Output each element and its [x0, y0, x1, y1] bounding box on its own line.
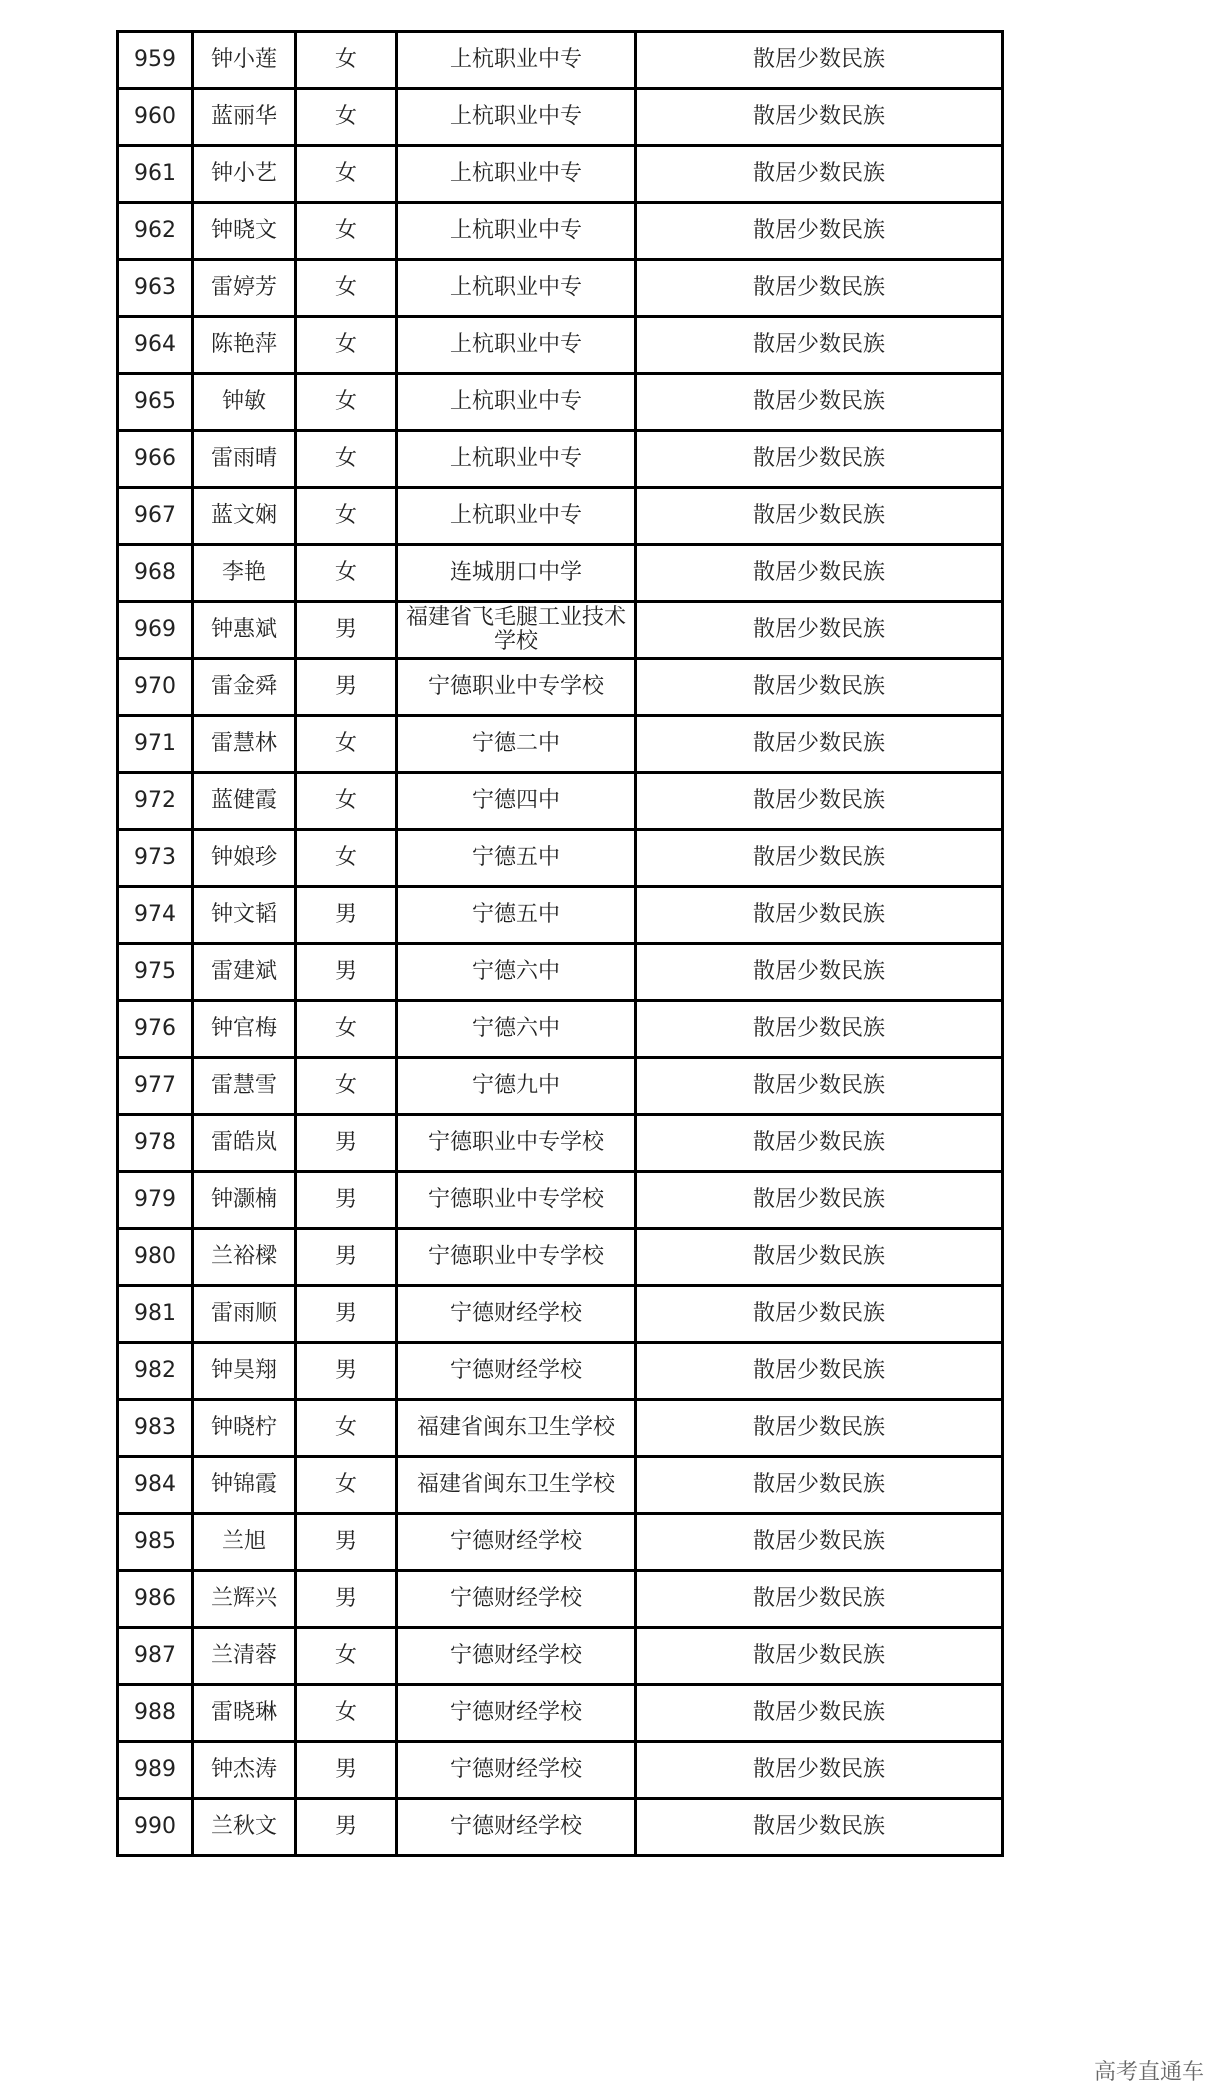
- cell-gender: 女: [296, 260, 397, 317]
- cell-name: 兰裕樑: [193, 1229, 296, 1286]
- cell-name: 雷婷芳: [193, 260, 296, 317]
- cell-category: 散居少数民族: [636, 89, 1003, 146]
- cell-school: 宁德财经学校: [397, 1685, 636, 1742]
- cell-school: 宁德六中: [397, 944, 636, 1001]
- cell-category: 散居少数民族: [636, 1514, 1003, 1571]
- cell-number: 988: [118, 1685, 193, 1742]
- cell-gender: 男: [296, 1514, 397, 1571]
- cell-name: 钟文韬: [193, 887, 296, 944]
- cell-category: 散居少数民族: [636, 1286, 1003, 1343]
- cell-category: 散居少数民族: [636, 317, 1003, 374]
- cell-name: 雷建斌: [193, 944, 296, 1001]
- cell-gender: 男: [296, 1343, 397, 1400]
- table-row: [118, 1343, 1003, 1400]
- table-row: [118, 1229, 1003, 1286]
- cell-name: 钟昊翔: [193, 1343, 296, 1400]
- cell-gender: 男: [296, 944, 397, 1001]
- cell-gender: 女: [296, 203, 397, 260]
- cell-number: 970: [118, 659, 193, 716]
- cell-name: 钟惠斌: [193, 602, 296, 659]
- cell-number: 990: [118, 1799, 193, 1856]
- cell-name: 钟锦霞: [193, 1457, 296, 1514]
- cell-gender: 女: [296, 146, 397, 203]
- cell-number: 985: [118, 1514, 193, 1571]
- cell-category: 散居少数民族: [636, 1400, 1003, 1457]
- table-row: [118, 431, 1003, 488]
- table-row: [118, 260, 1003, 317]
- cell-number: 962: [118, 203, 193, 260]
- cell-category: 散居少数民族: [636, 545, 1003, 602]
- cell-category: 散居少数民族: [636, 1058, 1003, 1115]
- cell-number: 987: [118, 1628, 193, 1685]
- table-row: [118, 830, 1003, 887]
- cell-school: 上杭职业中专: [397, 32, 636, 89]
- cell-gender: 男: [296, 887, 397, 944]
- cell-number: 964: [118, 317, 193, 374]
- cell-name: 兰秋文: [193, 1799, 296, 1856]
- cell-gender: 女: [296, 431, 397, 488]
- cell-number: 977: [118, 1058, 193, 1115]
- cell-school: 上杭职业中专: [397, 89, 636, 146]
- cell-school: 宁德六中: [397, 1001, 636, 1058]
- cell-gender: 女: [296, 1457, 397, 1514]
- cell-gender: 女: [296, 1400, 397, 1457]
- cell-category: 散居少数民族: [636, 659, 1003, 716]
- cell-number: 965: [118, 374, 193, 431]
- table-row: [118, 1571, 1003, 1628]
- cell-school: 宁德财经学校: [397, 1742, 636, 1799]
- cell-gender: 女: [296, 1001, 397, 1058]
- watermark-text: 高考直通车: [1093, 2060, 1204, 2085]
- cell-school: 宁德二中: [397, 716, 636, 773]
- cell-school: 宁德财经学校: [397, 1571, 636, 1628]
- roster-table-body: [118, 32, 1003, 1856]
- cell-category: 散居少数民族: [636, 944, 1003, 1001]
- cell-name: 雷雨晴: [193, 431, 296, 488]
- cell-name: 钟杰涛: [193, 1742, 296, 1799]
- cell-number: 973: [118, 830, 193, 887]
- cell-category: 散居少数民族: [636, 431, 1003, 488]
- cell-name: 兰辉兴: [193, 1571, 296, 1628]
- cell-school: 上杭职业中专: [397, 146, 636, 203]
- cell-number: 989: [118, 1742, 193, 1799]
- table-row: [118, 1628, 1003, 1685]
- cell-name: 李艳: [193, 545, 296, 602]
- cell-gender: 男: [296, 1229, 397, 1286]
- cell-name: 雷皓岚: [193, 1115, 296, 1172]
- cell-number: 963: [118, 260, 193, 317]
- table-row: [118, 146, 1003, 203]
- cell-gender: 男: [296, 1799, 397, 1856]
- cell-category: 散居少数民族: [636, 1115, 1003, 1172]
- cell-category: 散居少数民族: [636, 374, 1003, 431]
- cell-category: 散居少数民族: [636, 716, 1003, 773]
- cell-number: 979: [118, 1172, 193, 1229]
- cell-category: 散居少数民族: [636, 203, 1003, 260]
- table-row: [118, 1514, 1003, 1571]
- cell-gender: 女: [296, 1685, 397, 1742]
- cell-school: 宁德财经学校: [397, 1799, 636, 1856]
- cell-number: 966: [118, 431, 193, 488]
- cell-category: 散居少数民族: [636, 260, 1003, 317]
- cell-name: 蓝丽华: [193, 89, 296, 146]
- cell-school: 宁德职业中专学校: [397, 1172, 636, 1229]
- cell-number: 983: [118, 1400, 193, 1457]
- cell-number: 961: [118, 146, 193, 203]
- cell-name: 雷雨顺: [193, 1286, 296, 1343]
- cell-number: 967: [118, 488, 193, 545]
- cell-gender: 男: [296, 602, 397, 659]
- cell-category: 散居少数民族: [636, 1628, 1003, 1685]
- table-row: [118, 773, 1003, 830]
- cell-gender: 女: [296, 374, 397, 431]
- cell-number: 972: [118, 773, 193, 830]
- table-row: [118, 1799, 1003, 1856]
- table-row: [118, 374, 1003, 431]
- cell-school: 宁德五中: [397, 887, 636, 944]
- cell-number: 975: [118, 944, 193, 1001]
- table-row: [118, 1001, 1003, 1058]
- cell-school: 宁德职业中专学校: [397, 659, 636, 716]
- cell-name: 雷慧雪: [193, 1058, 296, 1115]
- cell-school: 上杭职业中专: [397, 431, 636, 488]
- cell-name: 兰旭: [193, 1514, 296, 1571]
- table-row: [118, 1400, 1003, 1457]
- cell-name: 钟官梅: [193, 1001, 296, 1058]
- cell-name: 陈艳萍: [193, 317, 296, 374]
- table-row: [118, 944, 1003, 1001]
- table-row: [118, 203, 1003, 260]
- cell-number: 982: [118, 1343, 193, 1400]
- cell-number: 981: [118, 1286, 193, 1343]
- cell-name: 钟小莲: [193, 32, 296, 89]
- cell-gender: 男: [296, 1571, 397, 1628]
- table-row: [118, 545, 1003, 602]
- cell-category: 散居少数民族: [636, 1571, 1003, 1628]
- cell-school: 宁德职业中专学校: [397, 1115, 636, 1172]
- cell-gender: 男: [296, 1172, 397, 1229]
- table-row: [118, 887, 1003, 944]
- cell-gender: 女: [296, 32, 397, 89]
- cell-name: 钟晓文: [193, 203, 296, 260]
- cell-number: 959: [118, 32, 193, 89]
- cell-number: 980: [118, 1229, 193, 1286]
- cell-category: 散居少数民族: [636, 1172, 1003, 1229]
- table-row: [118, 32, 1003, 89]
- cell-number: 986: [118, 1571, 193, 1628]
- table-row: [118, 1286, 1003, 1343]
- cell-school: 福建省闽东卫生学校: [397, 1400, 636, 1457]
- cell-category: 散居少数民族: [636, 1742, 1003, 1799]
- cell-gender: 女: [296, 488, 397, 545]
- table-row: [118, 1685, 1003, 1742]
- cell-school: 福建省闽东卫生学校: [397, 1457, 636, 1514]
- table-row: [118, 488, 1003, 545]
- cell-category: 散居少数民族: [636, 1457, 1003, 1514]
- cell-category: 散居少数民族: [636, 1001, 1003, 1058]
- cell-name: 蓝健霞: [193, 773, 296, 830]
- cell-number: 974: [118, 887, 193, 944]
- cell-gender: 男: [296, 659, 397, 716]
- cell-school: 宁德职业中专学校: [397, 1229, 636, 1286]
- table-row: [118, 1172, 1003, 1229]
- cell-category: 散居少数民族: [636, 1343, 1003, 1400]
- cell-gender: 女: [296, 716, 397, 773]
- cell-gender: 女: [296, 317, 397, 374]
- cell-category: 散居少数民族: [636, 1685, 1003, 1742]
- cell-number: 969: [118, 602, 193, 659]
- cell-number: 978: [118, 1115, 193, 1172]
- cell-category: 散居少数民族: [636, 1799, 1003, 1856]
- cell-category: 散居少数民族: [636, 830, 1003, 887]
- cell-school: 宁德九中: [397, 1058, 636, 1115]
- cell-gender: 女: [296, 830, 397, 887]
- table-row: [118, 1115, 1003, 1172]
- cell-name: 钟灏楠: [193, 1172, 296, 1229]
- table-row: [118, 317, 1003, 374]
- cell-school: 上杭职业中专: [397, 317, 636, 374]
- roster-table: [116, 30, 1004, 1857]
- table-row: [118, 89, 1003, 146]
- cell-gender: 女: [296, 1058, 397, 1115]
- cell-school: 上杭职业中专: [397, 374, 636, 431]
- cell-school: 宁德四中: [397, 773, 636, 830]
- cell-category: 散居少数民族: [636, 1229, 1003, 1286]
- cell-name: 雷慧林: [193, 716, 296, 773]
- cell-name: 钟小艺: [193, 146, 296, 203]
- table-row: [118, 1742, 1003, 1799]
- cell-name: 蓝文娴: [193, 488, 296, 545]
- cell-name: 雷晓琳: [193, 1685, 296, 1742]
- cell-school: 上杭职业中专: [397, 260, 636, 317]
- cell-number: 976: [118, 1001, 193, 1058]
- cell-category: 散居少数民族: [636, 32, 1003, 89]
- cell-number: 984: [118, 1457, 193, 1514]
- cell-school: 宁德财经学校: [397, 1514, 636, 1571]
- cell-gender: 男: [296, 1286, 397, 1343]
- cell-name: 钟敏: [193, 374, 296, 431]
- table-row: [118, 716, 1003, 773]
- cell-school: 上杭职业中专: [397, 488, 636, 545]
- cell-number: 968: [118, 545, 193, 602]
- cell-category: 散居少数民族: [636, 887, 1003, 944]
- cell-school: 上杭职业中专: [397, 203, 636, 260]
- cell-gender: 女: [296, 1628, 397, 1685]
- cell-gender: 女: [296, 89, 397, 146]
- cell-gender: 男: [296, 1742, 397, 1799]
- cell-school: 宁德财经学校: [397, 1286, 636, 1343]
- cell-school: 宁德财经学校: [397, 1343, 636, 1400]
- roster-table-container: [116, 30, 1004, 1857]
- cell-gender: 女: [296, 773, 397, 830]
- cell-school: 宁德五中: [397, 830, 636, 887]
- cell-category: 散居少数民族: [636, 773, 1003, 830]
- cell-category: 散居少数民族: [636, 602, 1003, 659]
- table-row: [118, 1457, 1003, 1514]
- cell-school: 福建省飞毛腿工业技术学校: [397, 602, 636, 659]
- cell-gender: 男: [296, 1115, 397, 1172]
- cell-number: 971: [118, 716, 193, 773]
- cell-category: 散居少数民族: [636, 146, 1003, 203]
- table-row: [118, 1058, 1003, 1115]
- cell-name: 兰清蓉: [193, 1628, 296, 1685]
- table-row: [118, 602, 1003, 659]
- cell-name: 雷金舜: [193, 659, 296, 716]
- cell-school: 连城朋口中学: [397, 545, 636, 602]
- cell-number: 960: [118, 89, 193, 146]
- cell-gender: 女: [296, 545, 397, 602]
- cell-school: 宁德财经学校: [397, 1628, 636, 1685]
- cell-name: 钟晓柠: [193, 1400, 296, 1457]
- cell-category: 散居少数民族: [636, 488, 1003, 545]
- cell-name: 钟娘珍: [193, 830, 296, 887]
- table-row: [118, 659, 1003, 716]
